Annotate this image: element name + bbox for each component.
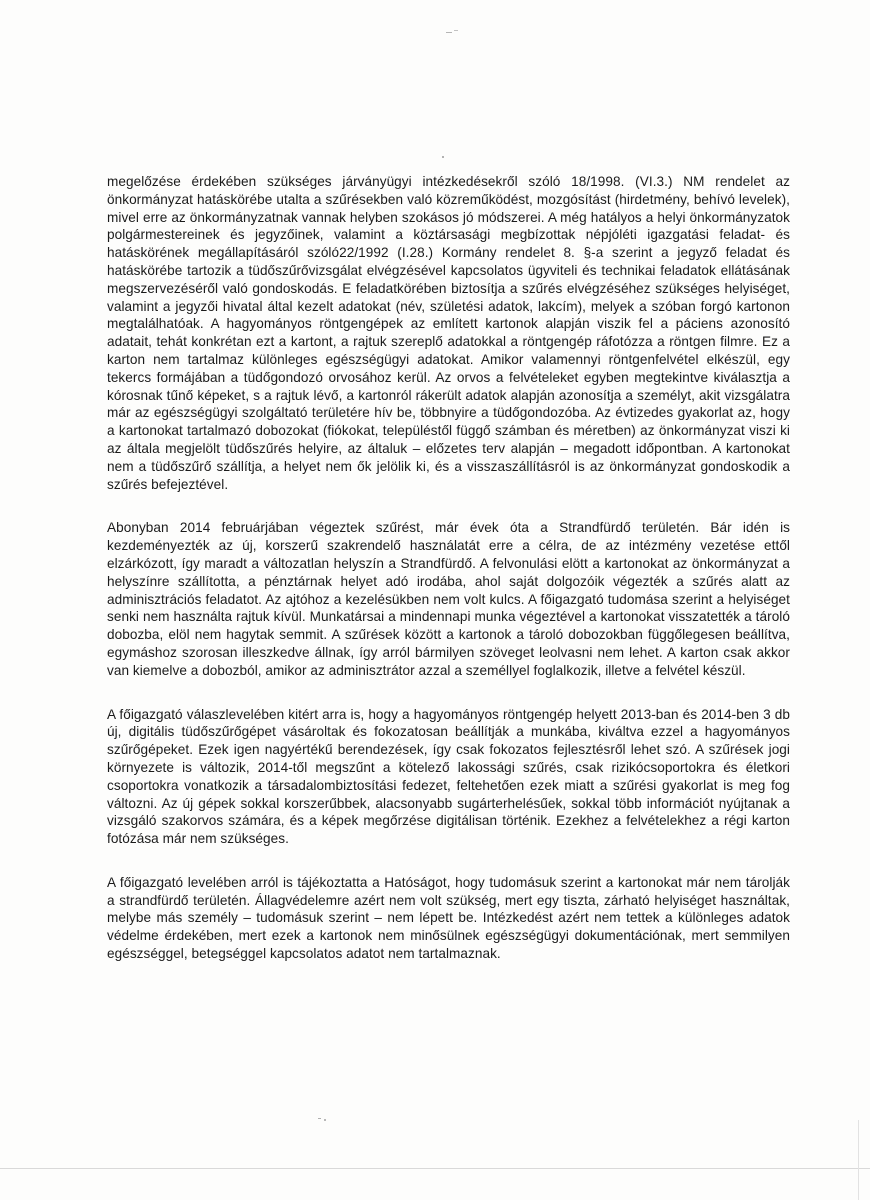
- document-body: [107, 173, 790, 989]
- paragraph-4: A főigazgató levelében arról is tájékoztatta a Hatóságot, hogy tudomásuk szerint a kartonokat már nem tárolják a strandfürdő területén. Állagvédelemre azért nem volt szükség, mert egy tiszta, zárható helyiséget használtak, melybe más személy – tudomásuk szerint – nem lépett be. Intézkedést azért nem tettek a különleges adatok védelme érdekében, mert ezek a kartonok nem minősülnek egészségügyi dokumentációnak, mert semmilyen egészséggel, betegséggel kapcsolatos adatot nem tartalmaznak.: [107, 874, 790, 962]
- paragraph-3: A főigazgató válaszlevelében kitért arra is, hogy a hagyományos röntgengép helyett 2013-ban és 2014-ben 3 db új, digitális tüdőszűrőgépet vásároltak és fokozatosan beállítják a munkába, kiváltva ezzel a hagyományos szűrőgépeket. Ezek igen nagyértékű berendezések, így csak fokozatos fejlesztésről lehet szó. A szűrések jogi környezete is változik, 2014-től megszűnt a kötelező lakossági szűrés, csak rizikócsoportokra és életkori csoportokra vonatkozik a társadalombiztosítási fedezet, feltehetően ezek miatt a szűrési gyakorlat is meg fog változni. Az új gépek sokkal korszerűbbek, alacsonyabb sugárterhelésűek, sokkal több információt nyújtanak a vizsgáló szakorvos számára, és a képek megőrzése digitálisan történik. Ezekhez a felvételekhez a régi karton fotózása már nem szükséges.: [107, 706, 790, 847]
- scan-artifact-dot: [442, 156, 444, 158]
- paragraph-1: megelőzése érdekében szükséges járványügyi intézkedésekről szóló 18/1998. (VI.3.) NM rendelet az önkormányzat hatáskörébe utalta a szűrésekben való közreműködést, mozgósítást (hirdetmény, behívó levelek), mivel erre az önkormányzatnak vannak helyben szokásos jó módszerei. A még hatályos a helyi önkormányzatok polgármestereinek és jegyzőinek, valamint a köztársasági megbízottak népjóléti igazgatási feladat- és hatáskörének megállapításáról szóló22/1992 (I.28.) Kormány rendelet 8. §-a szerint a jegyző feladat és hatáskörébe tartozik a tüdőszűrővizsgálat elvégzésével kapcsolatos ügyviteli és technikai feladatok ellátásának megszervezéséről való gondoskodás. E feladatkörében biztosítja a szűrés elvégzéséhez szükséges helyiséget, valamint a jegyzői hivatal által kezelt adatokat (név, születési adatok, lakcím), melyek a szóban forgó kartonon megtalálhatóak. A hagyományos röntgengépek az említett kartonok alapján viszik fel a páciens azonosító adatait, tehát konkrétan ezt a kartont, a rajtuk szereplő adatokkal a röntgengép ráfotózza a röntgen filmre. Ez a karton nem tartalmaz különleges egészségügyi adatokat. Amikor valamennyi röntgenfelvétel elkészül, egy tekercs formájában a tüdőgondozó orvosához kerül. Az orvos a felvételeket egyben megtekintve kiválasztja a kórosnak tűnő képeket, s a rajtuk lévő, a kartonról rákerült adatok alapján azonosítja a személyt, akit vizsgálatra már az egészségügyi szolgáltató területére hív be, többnyire a tüdőgondozóba. Az évtizedes gyakorlat az, hogy a kartonokat tartalmazó dobozokat (fiókokat, településtől függő számban és méretben) az önkormányzat viszi ki az általa megjelölt tüdőszűrés helyire, az általuk – előzetes terv alapján – megadott időpontban. A kartonokat nem a tüdőszűrő szállítja, a helyet nem ők jelölik ki, és a visszaszállításról is az önkormányzat gondoskodik a szűrés befejeztével.: [107, 174, 790, 492]
- scan-edge-line: [0, 1168, 870, 1169]
- scan-artifact-mark: [446, 30, 460, 34]
- scan-edge-line-right: [858, 1120, 859, 1200]
- scan-artifact-mark-bottom: [318, 1117, 328, 1121]
- paragraph-2: Abonyban 2014 februárjában végeztek szűrést, már évek óta a Strandfürdő területén. Bár idén is kezdeményezték az új, korszerű szakrendelő használatát erre a célra, de az intézmény vezetése ettől elzárkózott, így maradt a változatlan helyszín a Strandfürdő. A felvonulási elött a kartonokat az önkormányzat a helyszínre szállította, a pénztárnak helyet adó irodába, ahol saját dolgozóik végezték a szűrés alatt az adminisztrációs feladatot. Az ajtóhoz a kezelésükben nem volt kulcs. A főigazgató tudomása szerint a helyiséget senki nem használta rajtuk kívül. Munkatársai a mindennapi munka végeztével a kartonokat visszatették a tároló dobozba, elöl nem hagytak semmit. A szűrések között a kartonok a tároló dobozokban függőlegesen beállítva, egymáshoz szorosan illeszkedve állnak, így arról bármilyen szöveget leolvasni nem lehet. A karton csak akkor van kiemelve a dobozból, amikor az adminisztrátor azzal a személlyel foglalkozik, illetve a felvétel készül.: [107, 520, 790, 678]
